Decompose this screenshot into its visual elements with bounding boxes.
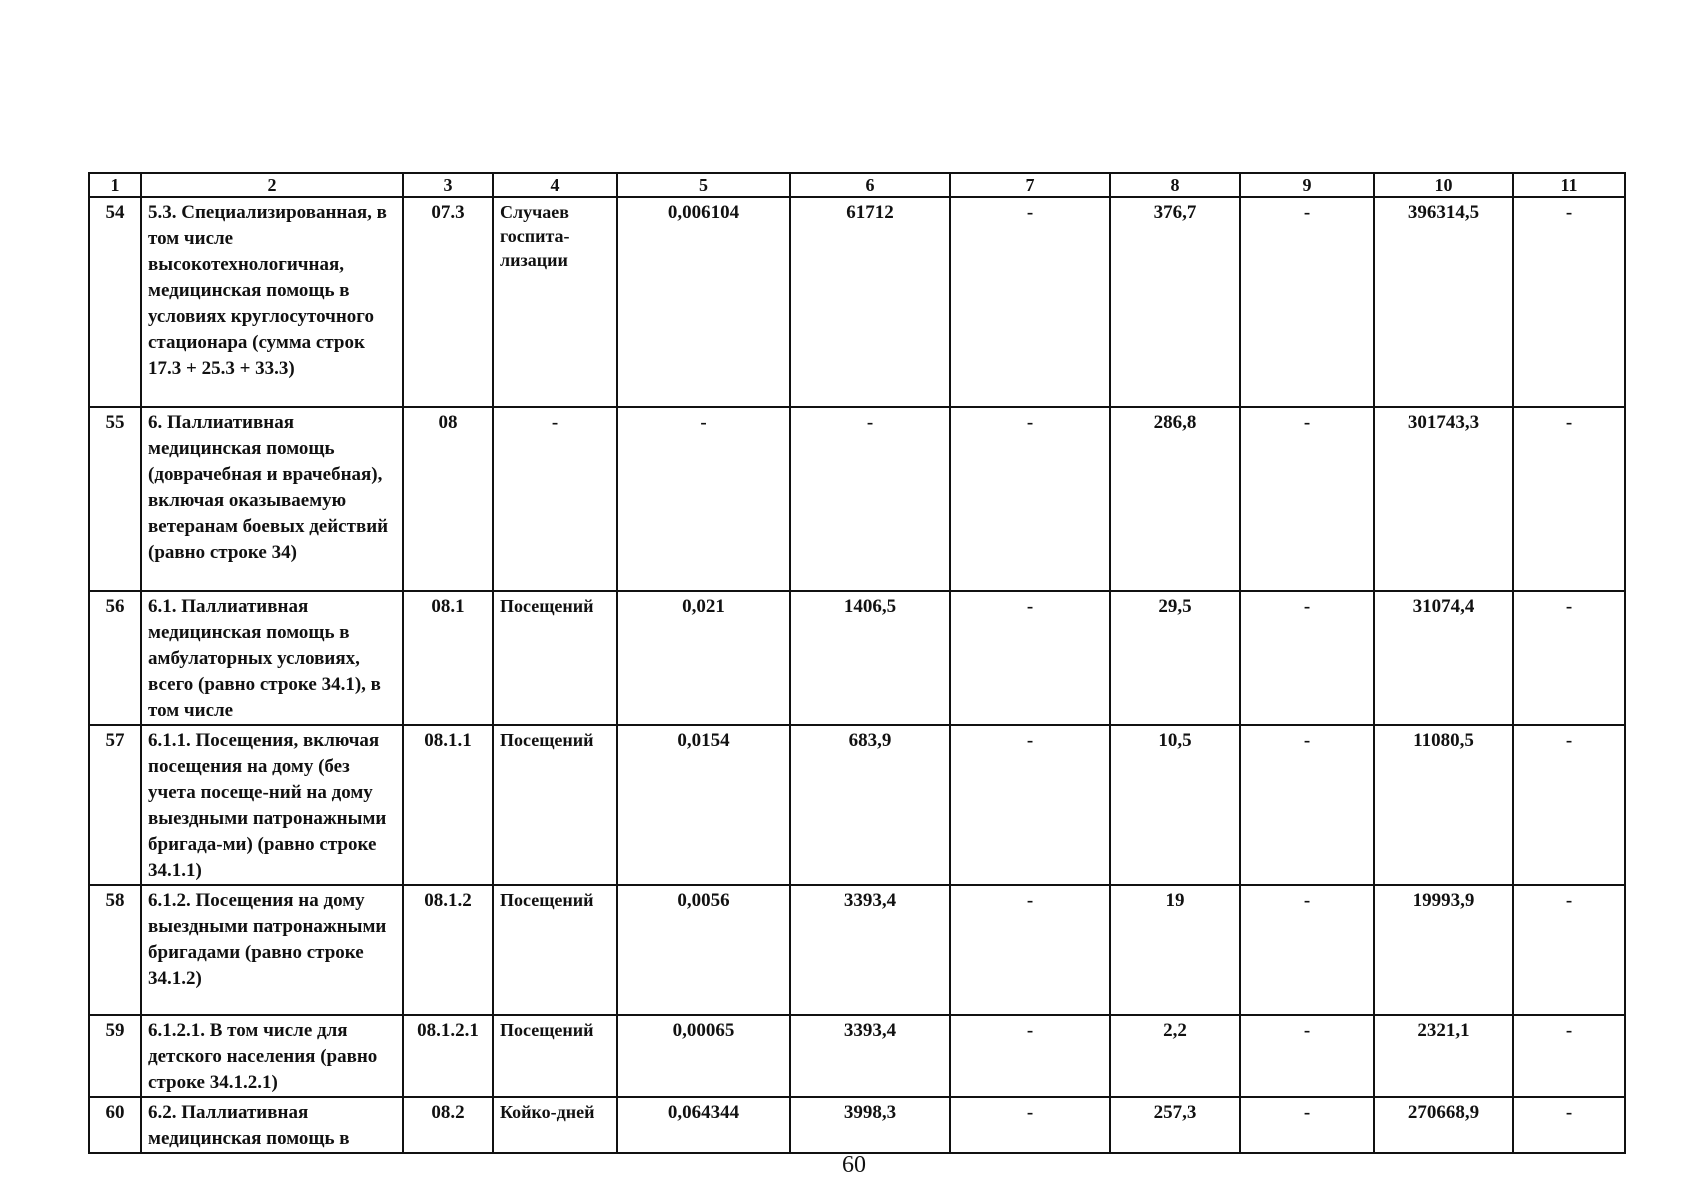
page-number: 60 (842, 1152, 866, 1178)
cell-col-8: 19 (1110, 885, 1240, 1015)
column-header-1: 1 (89, 173, 141, 197)
table-row (89, 197, 1625, 407)
cell-col-9: - (1240, 1097, 1374, 1153)
cell-col-7: - (950, 407, 1110, 591)
cell-col-10: 301743,3 (1374, 407, 1513, 591)
cell-col-9: - (1240, 197, 1374, 407)
cell-col-10: 19993,9 (1374, 885, 1513, 1015)
cell-col-11: - (1513, 725, 1625, 885)
cell-col-6: 1406,5 (790, 591, 950, 725)
cell-col-11: - (1513, 197, 1625, 407)
cell-col-9: - (1240, 591, 1374, 725)
cell-col-6: 3998,3 (790, 1097, 950, 1153)
cell-col-5: 0,0154 (617, 725, 790, 885)
row-name: 6.1.2. Посещения на дому выездными патронажными бригадами (равно строке 34.1.2) (141, 885, 403, 1015)
cell-col-6: 3393,4 (790, 1015, 950, 1097)
cell-col-10: 270668,9 (1374, 1097, 1513, 1153)
column-header-11: 11 (1513, 173, 1625, 197)
row-code: 08.2 (403, 1097, 493, 1153)
row-unit: Посещений (493, 885, 617, 1015)
cell-col-11: - (1513, 885, 1625, 1015)
column-header-7: 7 (950, 173, 1110, 197)
table-row (89, 725, 1625, 885)
cell-col-6: 3393,4 (790, 885, 950, 1015)
row-number: 58 (89, 885, 141, 1015)
table-row (89, 591, 1625, 725)
column-header-2: 2 (141, 173, 403, 197)
row-number: 56 (89, 591, 141, 725)
cell-col-7: - (950, 197, 1110, 407)
cell-col-6: 61712 (790, 197, 950, 407)
cell-col-11: - (1513, 1097, 1625, 1153)
row-number: 59 (89, 1015, 141, 1097)
row-unit: Посещений (493, 1015, 617, 1097)
cell-col-6: 683,9 (790, 725, 950, 885)
column-header-4: 4 (493, 173, 617, 197)
cell-col-9: - (1240, 407, 1374, 591)
cell-col-5: 0,0056 (617, 885, 790, 1015)
row-code: 07.3 (403, 197, 493, 407)
table-row (89, 1097, 1625, 1153)
row-code: 08.1.2 (403, 885, 493, 1015)
cell-col-7: - (950, 1097, 1110, 1153)
cell-col-5: 0,00065 (617, 1015, 790, 1097)
cell-col-5: 0,021 (617, 591, 790, 725)
cell-col-7: - (950, 885, 1110, 1015)
cell-col-9: - (1240, 725, 1374, 885)
row-code: 08.1.2.1 (403, 1015, 493, 1097)
header-row (89, 173, 1625, 197)
cell-col-5: - (617, 407, 790, 591)
row-name: 6.1. Паллиативная медицинская помощь в амбулаторных условиях, всего (равно строке 34.1), в том числе (141, 591, 403, 725)
row-number: 55 (89, 407, 141, 591)
column-header-8: 8 (1110, 173, 1240, 197)
table-row (89, 1015, 1625, 1097)
cell-col-10: 2321,1 (1374, 1015, 1513, 1097)
cell-col-10: 396314,5 (1374, 197, 1513, 407)
row-name: 6.1.1. Посещения, включая посещения на дому (без учета посеще-ний на дому выездными патронажными бригада-ми) (равно строке 34.1.1) (141, 725, 403, 885)
row-code: 08.1 (403, 591, 493, 725)
row-unit: Посещений (493, 591, 617, 725)
cell-col-8: 10,5 (1110, 725, 1240, 885)
cell-col-7: - (950, 591, 1110, 725)
cell-col-11: - (1513, 591, 1625, 725)
row-number: 57 (89, 725, 141, 885)
column-header-6: 6 (790, 173, 950, 197)
cell-col-10: 31074,4 (1374, 591, 1513, 725)
row-name: 6. Паллиативная медицинская помощь (доврачебная и врачебная), включая оказываемую ветеранам боевых действий (равно строке 34) (141, 407, 403, 591)
table-row (89, 885, 1625, 1015)
row-code: 08 (403, 407, 493, 591)
cell-col-5: 0,006104 (617, 197, 790, 407)
row-unit: Случаев госпита-лизации (493, 197, 617, 407)
data-table (88, 172, 1626, 1154)
cell-col-5: 0,064344 (617, 1097, 790, 1153)
row-name: 6.2. Паллиативная медицинская помощь в (141, 1097, 403, 1153)
cell-col-11: - (1513, 1015, 1625, 1097)
row-number: 54 (89, 197, 141, 407)
column-header-9: 9 (1240, 173, 1374, 197)
column-header-3: 3 (403, 173, 493, 197)
row-unit: Посещений (493, 725, 617, 885)
cell-col-9: - (1240, 885, 1374, 1015)
cell-col-8: 29,5 (1110, 591, 1240, 725)
cell-col-11: - (1513, 407, 1625, 591)
row-unit: Койко-дней (493, 1097, 617, 1153)
cell-col-8: 286,8 (1110, 407, 1240, 591)
row-number: 60 (89, 1097, 141, 1153)
cell-col-8: 257,3 (1110, 1097, 1240, 1153)
cell-col-6: - (790, 407, 950, 591)
cell-col-7: - (950, 725, 1110, 885)
cell-col-8: 376,7 (1110, 197, 1240, 407)
cell-col-10: 11080,5 (1374, 725, 1513, 885)
row-unit: - (493, 407, 617, 591)
column-header-10: 10 (1374, 173, 1513, 197)
table-row (89, 407, 1625, 591)
cell-col-7: - (950, 1015, 1110, 1097)
row-name: 5.3. Специализированная, в том числе высокотехнологичная, медицинская помощь в условиях круглосуточного стационара (сумма строк 17.3 + 25.3 + 33.3) (141, 197, 403, 407)
row-code: 08.1.1 (403, 725, 493, 885)
cell-col-9: - (1240, 1015, 1374, 1097)
row-name: 6.1.2.1. В том числе для детского населения (равно строке 34.1.2.1) (141, 1015, 403, 1097)
column-header-5: 5 (617, 173, 790, 197)
cell-col-8: 2,2 (1110, 1015, 1240, 1097)
